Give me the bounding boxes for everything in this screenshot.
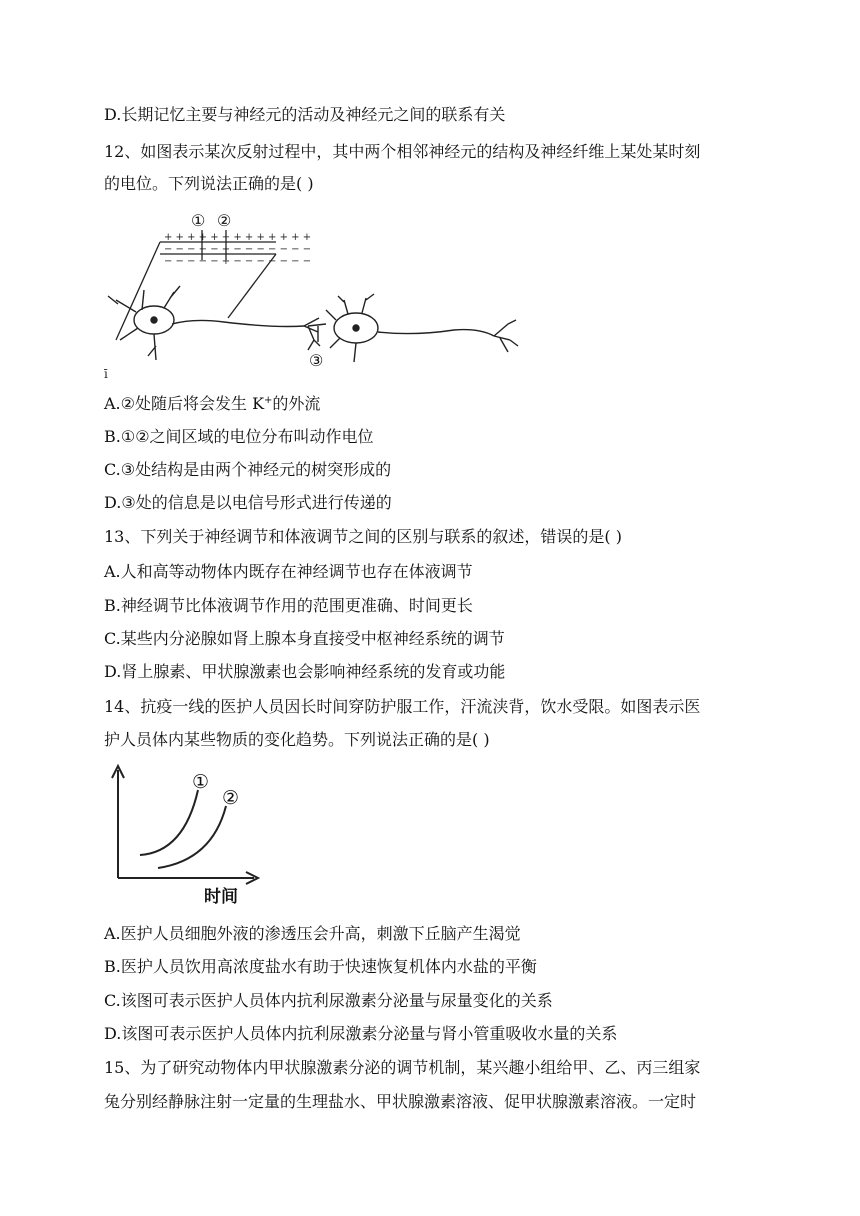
neuron2-axon xyxy=(378,330,494,336)
svg-text:ī: ī xyxy=(104,367,108,381)
curve-2-label: ② xyxy=(222,787,240,809)
q14-option-d: D.该图可表示医护人员体内抗利尿激素分泌量与肾小管重吸收水量的关系 xyxy=(104,1024,618,1043)
q14-option-a: A.医护人员细胞外液的渗透压会升高，刺激下丘脑产生渴觉 xyxy=(104,924,521,943)
q12-option-b: B.①②之间区域的电位分布叫动作电位 xyxy=(104,427,374,446)
q14-option-b: B.医护人员饮用高浓度盐水有助于快速恢复机体内水盐的平衡 xyxy=(104,957,537,976)
q13-stem: 13、下列关于神经调节和体液调节之间的区别与联系的叙述，错误的是( ) xyxy=(104,527,622,546)
q12-option-a-text-end: 的外流 xyxy=(272,394,321,413)
label-1: ① xyxy=(191,211,206,230)
label-2: ② xyxy=(217,211,232,230)
curve-2 xyxy=(158,806,226,868)
neuron1-nucleus xyxy=(151,317,157,323)
neuron2-dendrites xyxy=(326,294,374,362)
svg-text:− − − − − + − − − − − − −: − − − − − + − − − − − − − xyxy=(164,256,312,267)
neuron2-nucleus xyxy=(353,325,359,331)
q12-option-a-text: A.②处随后将会发生 K xyxy=(104,394,265,413)
q13-option-b: B.神经调节比体液调节作用的范围更准确、时间更长 xyxy=(104,596,473,615)
neuron2-terminals xyxy=(494,320,518,352)
trend-graph-svg xyxy=(104,760,264,910)
q11-option-d: D.长期记忆主要与神经元的活动及神经元之间的联系有关 xyxy=(104,105,506,124)
q12-option-a xyxy=(104,394,320,414)
neuron1-axon xyxy=(172,320,304,326)
x-axis-label: 时间 xyxy=(204,887,238,907)
q13-option-a: A.人和高等动物体内既存在神经调节也存在体液调节 xyxy=(104,562,473,581)
svg-text:+ + + + + − + + + + + + +: + + + + + − + + + + + + + xyxy=(164,232,312,243)
q15-stem-line1: 15、为了研究动物体内甲状腺激素分泌的调节机制，某兴趣小组给甲、乙、丙三组家 xyxy=(104,1058,701,1077)
q15-stem-line2: 兔分别经静脉注射一定量的生理盐水、甲状腺激素溶液、促甲状腺激素溶液。一定时 xyxy=(104,1092,697,1111)
neuron1-dendrites xyxy=(108,286,180,360)
q12-option-c: C.③处结构是由两个神经元的树突形成的 xyxy=(104,460,392,479)
neuron-diagram-svg xyxy=(104,200,524,382)
curve-1-label: ① xyxy=(192,771,210,793)
q12-option-d: D.③处的信息是以电信号形式进行传递的 xyxy=(104,493,392,512)
trend-graph xyxy=(104,760,264,910)
q12-stem-line1: 12、如图表示某次反射过程中，其中两个相邻神经元的结构及神经纤维上某处某时刻 xyxy=(104,142,701,161)
q13-option-d: D.肾上腺素、甲状腺激素也会影响神经系统的发育或功能 xyxy=(104,662,506,681)
q14-stem-line1: 14、抗疫一线的医护人员因长时间穿防护服工作，汗流浃背，饮水受限。如图表示医 xyxy=(104,697,701,716)
q13-option-c: C.某些内分泌腺如肾上腺本身直接受中枢神经系统的调节 xyxy=(104,629,505,648)
q14-option-c: C.该图可表示医护人员体内抗利尿激素分泌量与尿量变化的关系 xyxy=(104,991,553,1010)
neuron-diagram xyxy=(104,200,524,382)
q12-stem-line2: 的电位。下列说法正确的是( ) xyxy=(104,174,314,193)
zoom-line-left xyxy=(116,242,160,340)
neuron1-terminals xyxy=(304,318,326,350)
svg-text:− − − − − + − − − − − − −: − − − − − + − − − − − − − xyxy=(164,244,312,255)
curve-1 xyxy=(140,790,198,855)
q12-option-a-superscript: + xyxy=(264,395,273,406)
q14-stem-line2: 护人员体内某些物质的变化趋势。下列说法正确的是( ) xyxy=(104,730,490,749)
label-3: ③ xyxy=(309,351,324,370)
